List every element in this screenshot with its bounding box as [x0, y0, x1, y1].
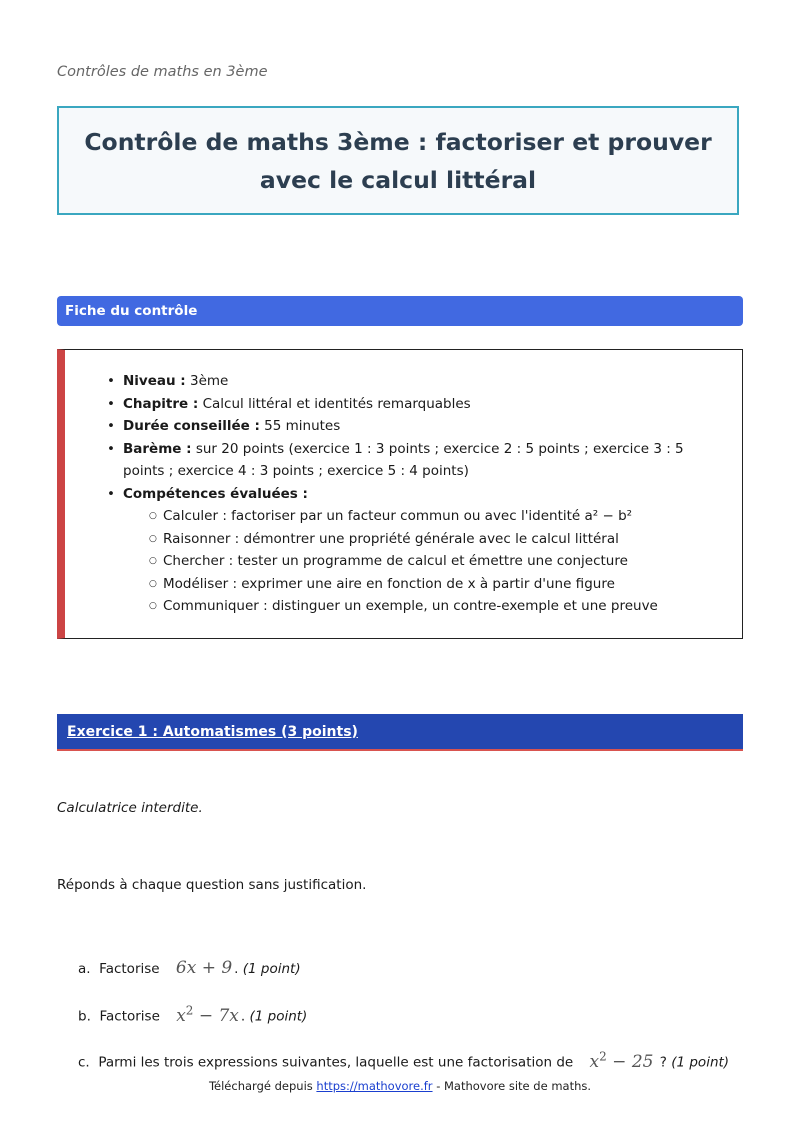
fiche-label: Durée conseillée : — [123, 418, 260, 434]
fiche-label: Barème : — [123, 440, 192, 457]
question-punct: ? — [655, 1054, 667, 1071]
exercise-1-heading[interactable] — [57, 714, 743, 751]
question-punct: . — [234, 961, 239, 977]
question-math: $x^2 - 7x$ — [176, 1003, 239, 1026]
title-box — [57, 106, 739, 215]
question-text: Factorise — [99, 1008, 160, 1025]
fiche-label: Niveau : — [123, 373, 186, 389]
question-punct: . — [240, 1008, 246, 1025]
question-text: Factorise — [99, 961, 160, 977]
competence-item: ○ Raisonner : démontrer une propriété générale avec le calcul littéral — [163, 528, 722, 551]
page-title: Contrôle de maths 3ème : factoriser et prouver avec le calcul littéral — [84, 127, 712, 194]
footer-prefix: Téléchargé depuis — [208, 1079, 317, 1093]
competence-item: ○ Communiquer : distinguer un exemple, un contre-exemple et une preuve — [163, 595, 722, 618]
exercise-1-note: Calculatrice interdite. — [57, 800, 203, 816]
competences-list — [123, 505, 722, 618]
exercise-1-heading-link[interactable]: Exercice 1 : Automatismes (3 points) — [67, 724, 358, 740]
fiche-item-chapitre — [115, 393, 722, 416]
question-math: $x^2 - 25$ — [589, 1049, 654, 1072]
fiche-item-competences — [115, 483, 722, 618]
fiche-label: Compétences évaluées : — [123, 485, 308, 502]
question-points: (1 point) — [249, 1008, 308, 1025]
fiche-value: 55 minutes — [264, 418, 341, 434]
question-b — [78, 1003, 307, 1026]
fiche-label: Chapitre : — [123, 395, 199, 412]
question-letter: a. — [78, 961, 91, 977]
question-points: (1 point) — [671, 1054, 730, 1071]
fiche-heading: Fiche du contrôle — [57, 296, 743, 326]
question-a — [78, 958, 301, 978]
competence-item: ○ Chercher : tester un programme de calcul et émettre une conjecture — [163, 550, 722, 573]
fiche-list — [115, 370, 722, 618]
fiche-box — [57, 349, 743, 639]
question-letter: c. — [78, 1054, 90, 1071]
question-text: Parmi les trois expressions suivantes, laquelle est une factorisation de — [98, 1054, 574, 1071]
fiche-item-bareme — [115, 438, 722, 483]
footer — [0, 1079, 800, 1093]
fiche-value: Calcul littéral et identités remarquables — [202, 395, 471, 412]
question-points: (1 point) — [242, 961, 301, 977]
question-math: 6x + 9 — [175, 958, 233, 978]
footer-link[interactable]: https://mathovore.fr — [316, 1079, 433, 1093]
fiche-item-niveau — [115, 370, 722, 393]
fiche-item-duree — [115, 415, 722, 438]
fiche-value: sur 20 points (exercice 1 : 3 points ; exercice 2 : 5 points ; exercice 3 : 5 points ; exercice 4 : 3 points ; exercice 5 : 4 points) — [123, 440, 684, 479]
footer-suffix: - Mathovore site de maths. — [432, 1079, 592, 1093]
competence-item: ○ Modéliser : exprimer une aire en fonction de x à partir d'une figure — [163, 573, 722, 596]
competence-item: ○ Calculer : factoriser par un facteur commun ou avec l'identité a² − b² — [163, 505, 722, 528]
question-c — [78, 1049, 729, 1072]
exercise-1-instruction: Réponds à chaque question sans justification. — [57, 877, 367, 893]
breadcrumb[interactable]: Contrôles de maths en 3ème — [57, 64, 268, 80]
question-letter: b. — [78, 1008, 91, 1025]
fiche-value: 3ème — [190, 373, 229, 389]
